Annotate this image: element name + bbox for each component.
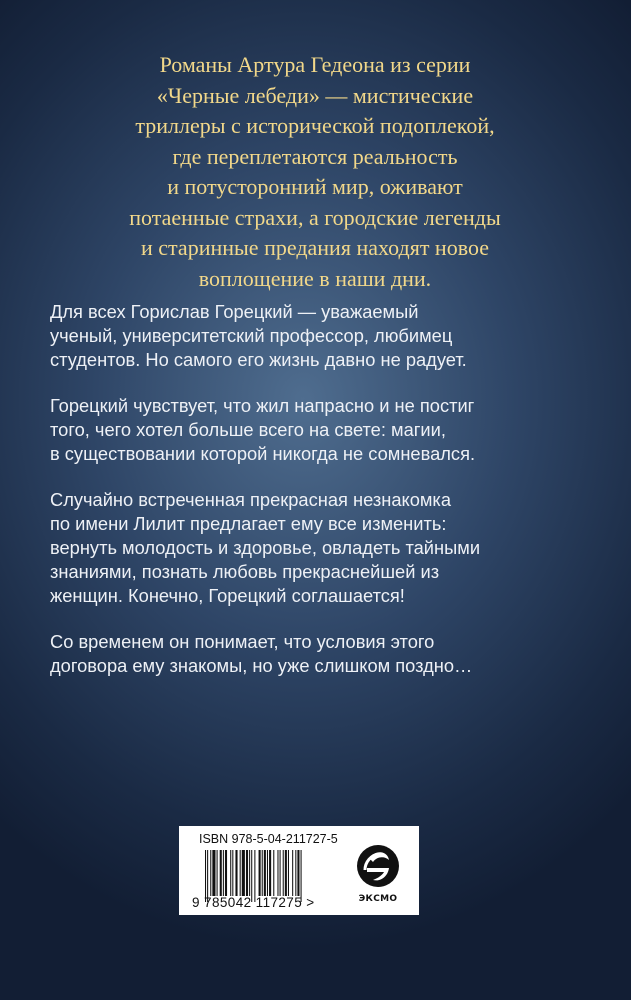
barcode-label (179, 826, 419, 915)
eksmo-logo-icon (355, 840, 401, 896)
barcode-bar (259, 850, 261, 896)
barcode-bar (249, 850, 250, 896)
barcode-bar (288, 850, 289, 896)
barcode-bar (297, 850, 299, 896)
barcode-bar (267, 850, 268, 896)
isbn-text: ISBN 978-5-04-211727-5 (199, 832, 338, 846)
synopsis-paragraph (50, 394, 590, 466)
synopsis-line: договора ему знакомы, но уже слишком поздно… (50, 655, 473, 676)
synopsis-line: того, чего хотел больше всего на свете: магии, (50, 419, 446, 440)
barcode-bar (277, 850, 278, 896)
synopsis-line: женщин. Конечно, Горецкий соглашается! (50, 585, 405, 606)
barcode-bar (242, 850, 245, 896)
synopsis-paragraph (50, 488, 590, 608)
series-intro (70, 50, 560, 294)
barcode-bar (232, 850, 233, 896)
barcode-bar (212, 850, 215, 896)
intro-line: потаенные страхи, а городские легенды (129, 204, 501, 230)
barcode-bar (283, 850, 284, 896)
synopsis-line: Со временем он понимает, что условия этого (50, 631, 435, 652)
barcode-bar (230, 850, 231, 896)
intro-line: и старинные предания находят новое (141, 235, 489, 260)
barcode-bar (273, 850, 274, 896)
barcode-bar (292, 850, 293, 896)
barcode-digits: 9 785042 117275 > (192, 895, 315, 910)
barcode-bar (280, 850, 281, 896)
barcode-bar (262, 850, 263, 896)
synopsis-line: вернуть молодость и здоровье, овладеть тайными (50, 537, 481, 558)
synopsis-line: Горецкий чувствует, что жил напрасно и не постиг (50, 395, 475, 416)
barcode-bar (217, 850, 218, 896)
synopsis-line: студентов. Но самого его жизнь давно не радует. (50, 349, 467, 370)
intro-line: где переплетаются реальность (172, 143, 458, 169)
intro-line: «Черные лебеди» — мистические (156, 82, 474, 108)
barcode-bar (235, 850, 237, 896)
barcode-bar (269, 850, 271, 896)
synopsis-line: Случайно встреченная прекрасная незнакомка (50, 489, 451, 510)
intro-line: и потусторонний мир, оживают (167, 174, 463, 199)
barcode-bar (220, 850, 222, 896)
intro-line: Романы Артура Гедеона из серии (159, 52, 471, 77)
barcode-bar (285, 850, 287, 896)
barcode-bar (240, 850, 241, 896)
barcode-bar (210, 850, 211, 896)
barcode-bar (246, 850, 248, 896)
synopsis-line: по имени Лилит предлагает ему все изменить: (50, 513, 447, 534)
synopsis-paragraph (50, 630, 590, 678)
synopsis-line: в существовании которой никогда не сомневался. (50, 443, 476, 464)
barcode-bar (295, 850, 296, 896)
barcode-bar (225, 850, 227, 896)
barcode-bar (264, 850, 266, 896)
intro-line: воплощение в наши дни. (198, 265, 432, 291)
intro-line: триллеры с исторической подоплекой, (135, 113, 495, 138)
synopsis-line: ученый, университетский профессор, любимец (50, 325, 453, 346)
synopsis-line: Для всех Горислав Горецкий — уважаемый (50, 301, 419, 322)
synopsis-line: знаниями, познать любовь прекраснейшей из (50, 561, 440, 582)
publisher-name: ЭКСМО (358, 894, 398, 904)
barcode-bar (223, 850, 224, 896)
synopsis (50, 300, 590, 700)
synopsis-paragraph (50, 300, 590, 372)
